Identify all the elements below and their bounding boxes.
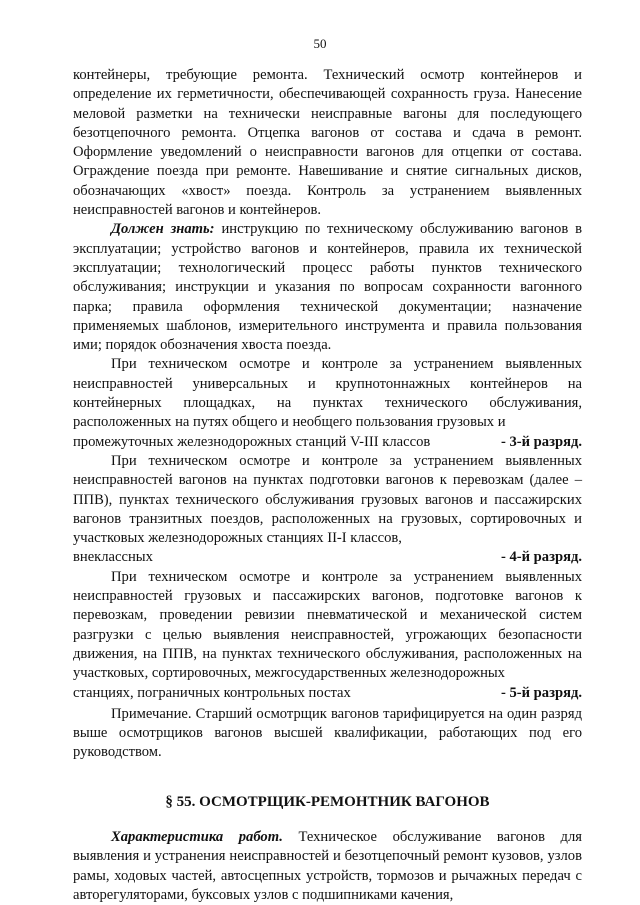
paragraph-container-inspection: контейнеры, требующие ремонта. Технический осмотр контейнеров и определение их герметичности, обеспечивающей сохранность груза. Нанесение меловой разметки на технически неисправные вагоны для последующего безотцепочного ремонта. Отцепка вагонов от состава и сдача в ремонт. Оформление уведомлений о неисправности вагонов для отцепки от состава. Ограждение поезда при ремонте. Навешивание и снятие сигнальных дисков, обозначающих «хвост» поезда. Контроль за устранением выявленных неисправностей вагонов и контейнеров. bbox=[73, 67, 582, 219]
characteristics-text: Техническое обслуживание вагонов для выявления и устранения неисправностей и безотцепочный ремонт кузовов, узлов рамы, ходовых частей, автосцепных устройств, тормозов и рычажных передач с авторегуляторами, буксовых узлов с подшипниками качения, bbox=[73, 828, 582, 903]
grade-4-last-line: внеклассных bbox=[73, 549, 153, 566]
grade-5-line bbox=[73, 684, 582, 703]
must-know-text: инструкцию по техническому обслуживанию вагонов в эксплуатации; устройство вагонов и контейнеров, правила их технической эксплуатации; технологический процесс работы пунктов технического обслуживания; инструкции и указания по вопросам сохранности вагонного парка; правила оформления технической документации; назначение применяемых шаблонов, измерительного инструмента и правила пользования ими; порядок обозначения хвоста поезда. bbox=[73, 221, 582, 354]
section-heading: § 55. ОСМОТРЩИК-РЕМОНТНИК ВАГОНОВ bbox=[165, 793, 490, 810]
paragraph-must-know bbox=[73, 220, 582, 355]
paragraph-grade-5: При техническом осмотре и контроле за устранением выявленных неисправностей грузовых и пассажирских вагонов, подготовке вагонов к перевозкам, проведении ревизии пневматической и механической систем разгрузки с целью выявления неисправностей, угрожающих безопасности движения, на ППВ, на пунктах технического обслуживания, расположенных на участковых, сортировочных, межгосударственных железнодорожных bbox=[73, 568, 582, 682]
grade-3-last-line: промежуточных железнодорожных станций V-III классов bbox=[73, 433, 431, 450]
paragraph-grade-4: При техническом осмотре и контроле за устранением выявленных неисправностей вагонов на пунктах подготовки вагонов к перевозкам (далее – ППВ), пунктах технического обслуживания грузовых вагонов и пассажирских вагонов транзитных поездов, расположенных на грузовых, сортировочных и участковых железнодорожных станциях II-I классов, bbox=[73, 452, 582, 547]
paragraph-note: Примечание. Старший осмотрщик вагонов тарифицируется на один разряд выше осмотрщиков вагонов высшей квалификации, работающих под его руководством. bbox=[73, 705, 582, 761]
grade-4-label: - 4-й разряд. bbox=[500, 549, 582, 566]
page-content bbox=[73, 66, 582, 905]
grade-5-last-line: станциях, пограничных контрольных постах bbox=[73, 684, 351, 701]
must-know-label: Должен знать: bbox=[111, 221, 215, 238]
paragraph-grade-3: При техническом осмотре и контроле за устранением выявленных неисправностей универсальных и крупнотоннажных контейнеров на контейнерных площадках, на пунктах технического обслуживания, расположенных на путях общего и необщего пользования грузовых и bbox=[73, 356, 582, 431]
paragraph-characteristics bbox=[73, 828, 582, 905]
page-number: 50 bbox=[313, 36, 327, 51]
grade-3-line bbox=[73, 433, 582, 452]
characteristics-label: Характеристика работ. bbox=[111, 828, 283, 845]
grade-4-line bbox=[73, 548, 582, 567]
grade-5-label: - 5-й разряд. bbox=[500, 684, 582, 701]
grade-3-label: - 3-й разряд. bbox=[500, 433, 582, 450]
